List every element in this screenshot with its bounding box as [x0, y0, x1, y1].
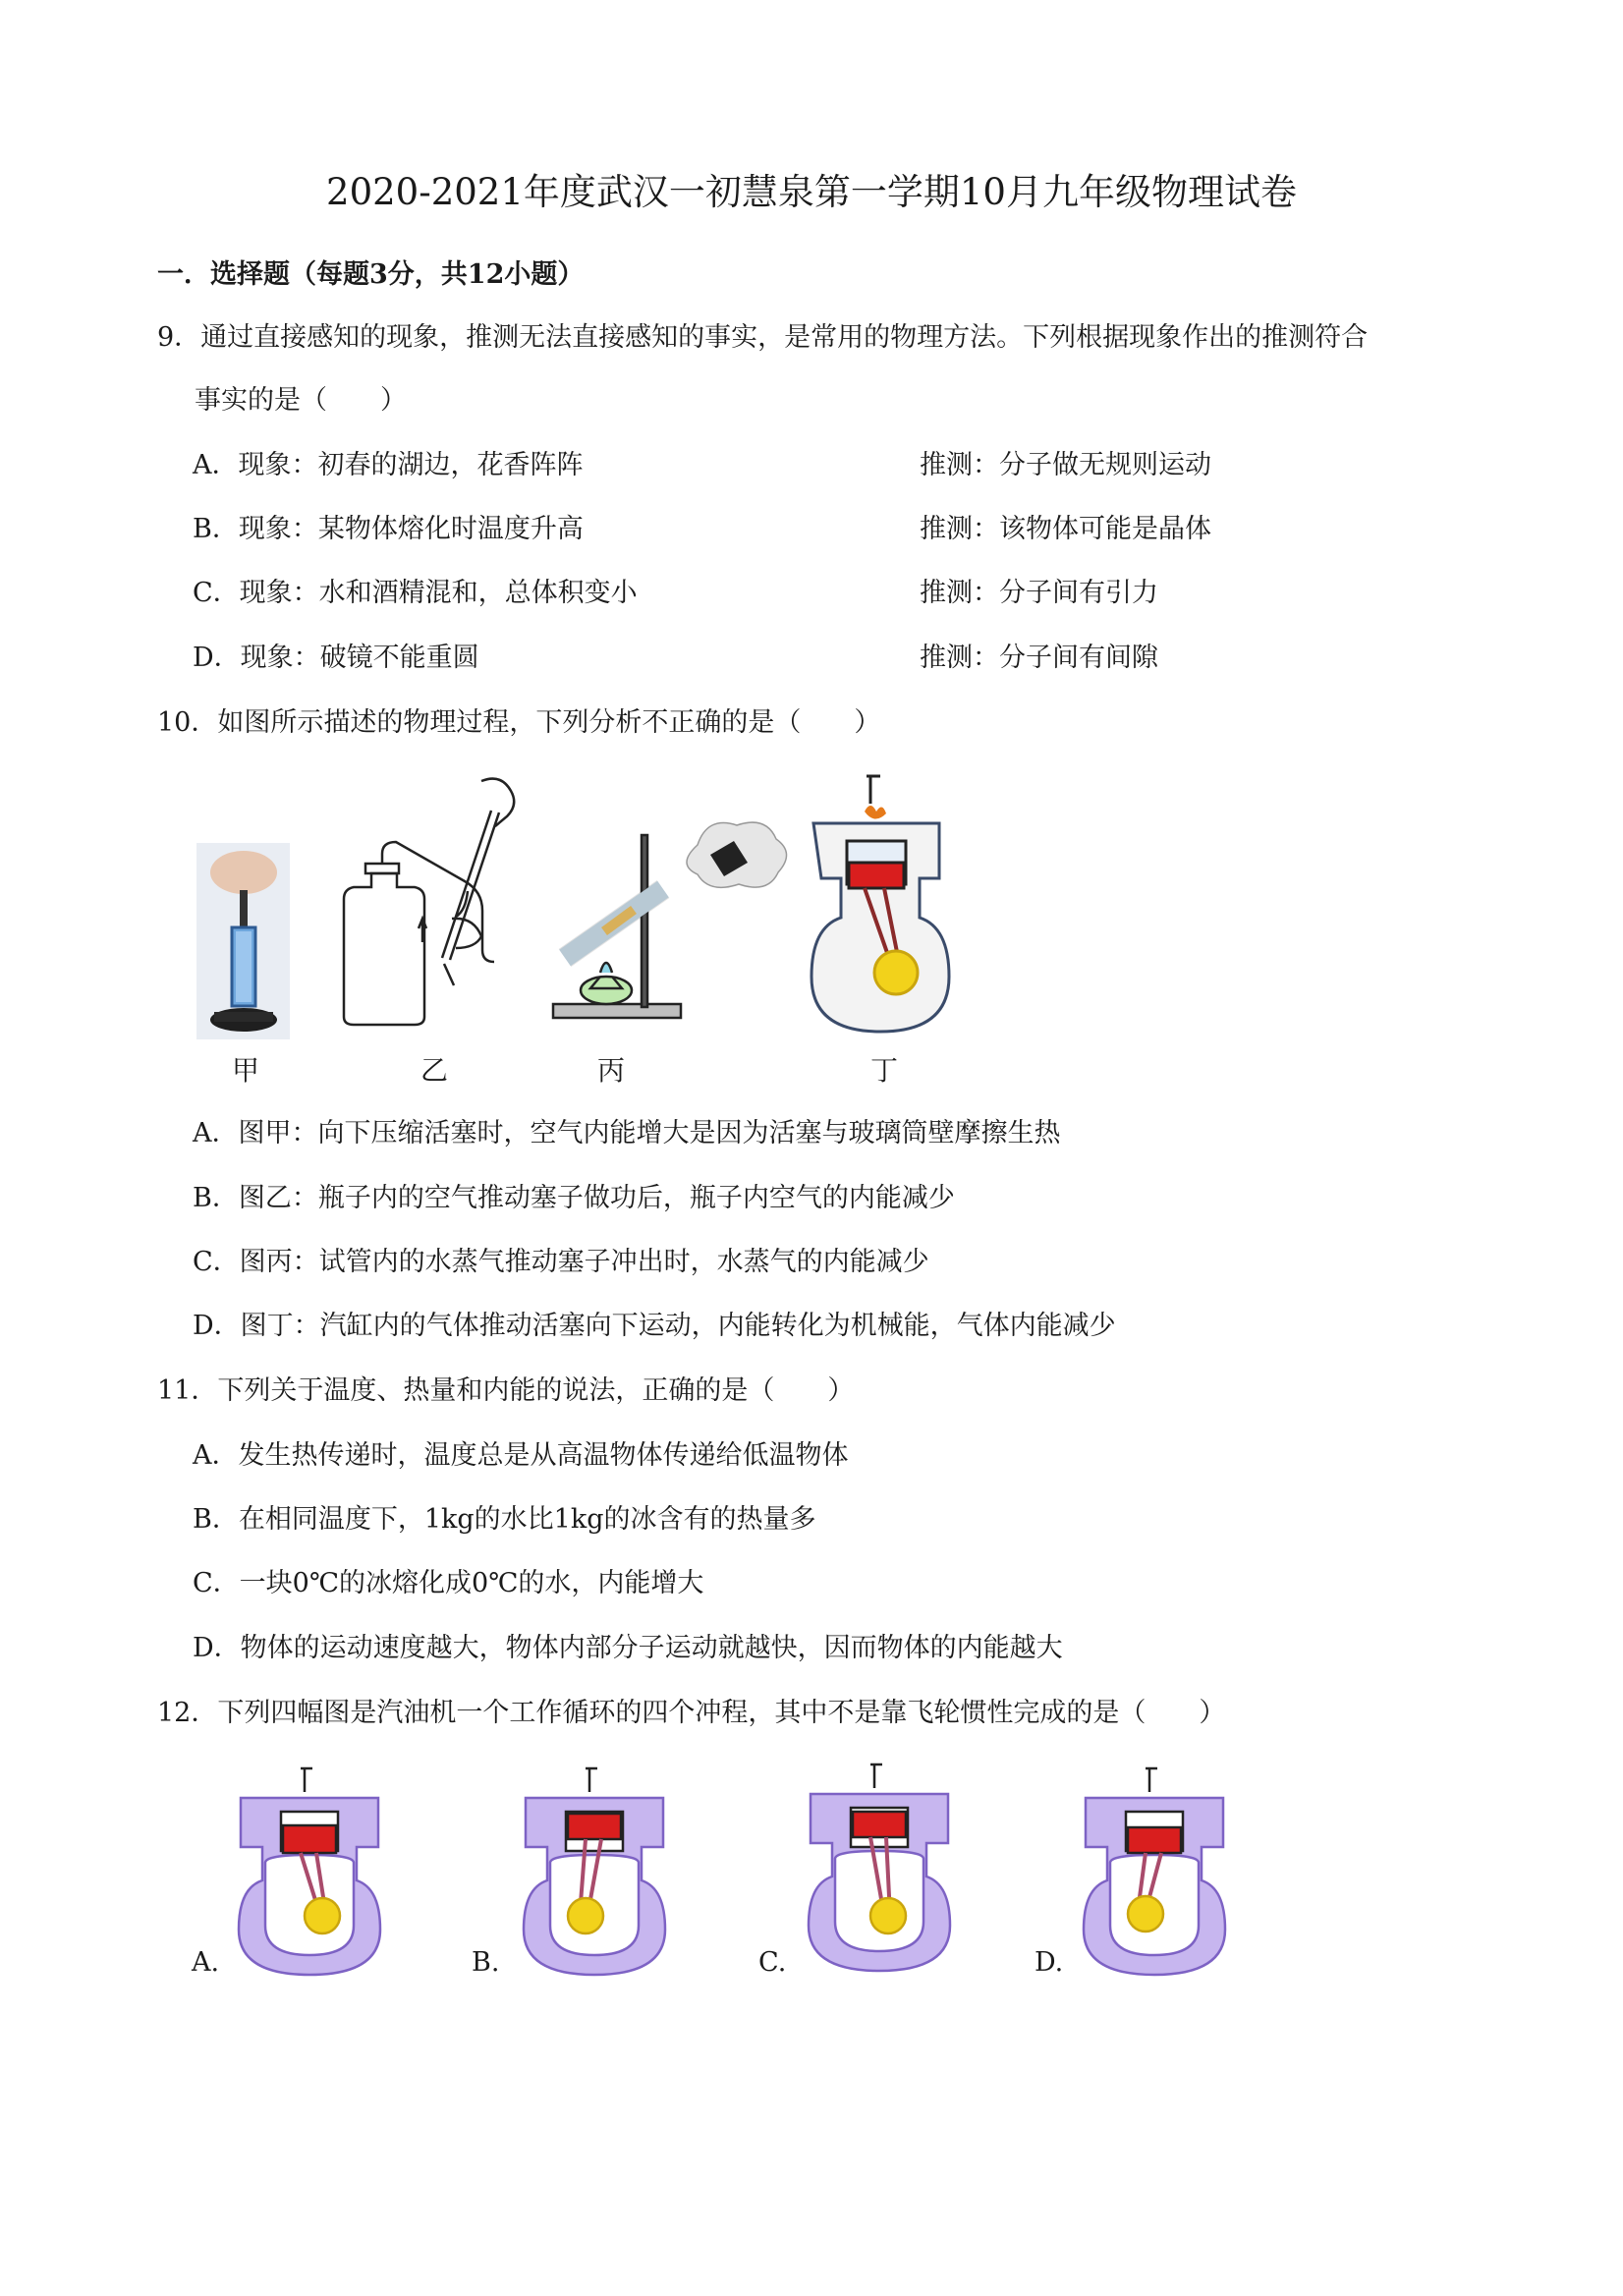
figure-bing-test-tube — [545, 815, 791, 1027]
q12-option-d-label[interactable]: D. — [1035, 1947, 1064, 1978]
q9-option-a[interactable] — [193, 446, 1211, 485]
q9-option-b[interactable] — [193, 510, 1211, 549]
q9-option-b-phenomenon: B．现象：某物体熔化时温度升高 — [193, 514, 584, 544]
q12-option-a-label[interactable]: A. — [192, 1947, 220, 1978]
q10-option-c[interactable]: C．图丙：试管内的水蒸气推动塞子冲出时，水蒸气的内能减少 — [193, 1247, 929, 1277]
q11-option-d[interactable]: D．物体的运动速度越大，物体内部分子运动就越快，因而物体的内能越大 — [193, 1633, 1063, 1663]
q11-option-c[interactable]: C．一块0℃的冰熔化成0℃的水，内能增大 — [193, 1568, 704, 1598]
q11-option-b[interactable]: B．在相同温度下，1kg的水比1kg的冰含有的热量多 — [193, 1504, 816, 1535]
q10-option-b[interactable]: B．图乙：瓶子内的空气推动塞子做功后，瓶子内空气的内能减少 — [193, 1183, 955, 1213]
q9-option-c-phenomenon: C．现象：水和酒精混和，总体积变小 — [193, 578, 638, 608]
q10-option-a[interactable]: A．图甲：向下压缩活塞时，空气内能增大是因为活塞与玻璃筒壁摩擦生热 — [193, 1118, 1061, 1148]
q11-stem: 11．下列关于温度、热量和内能的说法，正确的是（ ） — [157, 1375, 855, 1406]
figure-label-ding: 丁 — [870, 1054, 899, 1087]
q9-option-d[interactable] — [193, 639, 1158, 678]
q11-option-a[interactable]: A．发生热传递时，温度总是从高温物体传递给低温物体 — [193, 1440, 849, 1471]
q10-stem: 10．如图所示描述的物理过程，下列分析不正确的是（ ） — [157, 707, 881, 738]
q9-option-c-inference: 推测：分子间有引力 — [920, 578, 1158, 608]
q9-stem-line1: 9．通过直接感知的现象，推测无法直接感知的事实，是常用的物理方法。下列根据现象作出的推测符合 — [157, 322, 1369, 353]
q9-option-b-inference: 推测：该物体可能是晶体 — [920, 514, 1211, 544]
figure-ding-engine — [808, 776, 945, 1034]
q12-option-c-label[interactable]: C. — [758, 1947, 787, 1978]
figure-jia-compression-tube — [196, 843, 290, 1039]
engine-stroke-a — [236, 1768, 383, 1975]
q9-option-a-inference: 推测：分子做无规则运动 — [920, 450, 1211, 480]
q12-option-b-label[interactable]: B. — [472, 1947, 500, 1978]
figure-yi-bottle-pump — [334, 771, 531, 1032]
q10-option-d[interactable]: D．图丁：汽缸内的气体推动活塞向下运动，内能转化为机械能，气体内能减少 — [193, 1311, 1116, 1341]
figure-label-jia: 甲 — [232, 1054, 260, 1087]
q9-option-d-inference: 推测：分子间有间隙 — [920, 643, 1158, 673]
q9-option-d-phenomenon: D．现象：破镜不能重圆 — [193, 643, 479, 673]
q12-stem: 12．下列四幅图是汽油机一个工作循环的四个冲程，其中不是靠飞轮惯性完成的是（ ） — [157, 1698, 1226, 1728]
figure-label-bing: 丙 — [597, 1054, 626, 1087]
engine-stroke-d — [1081, 1768, 1228, 1975]
q9-stem-line2: 事实的是（ ） — [195, 385, 407, 416]
page-title: 2020-2021年度武汉一初慧泉第一学期10月九年级物理试卷 — [326, 171, 1297, 213]
engine-stroke-b — [521, 1768, 668, 1975]
figure-label-yi: 乙 — [420, 1054, 449, 1087]
q9-option-a-phenomenon: A．现象：初春的湖边，花香阵阵 — [193, 450, 584, 480]
engine-stroke-c — [806, 1764, 953, 1975]
q9-option-c[interactable] — [193, 574, 1158, 613]
section-heading: 一．选择题（每题3分，共12小题） — [157, 259, 585, 290]
